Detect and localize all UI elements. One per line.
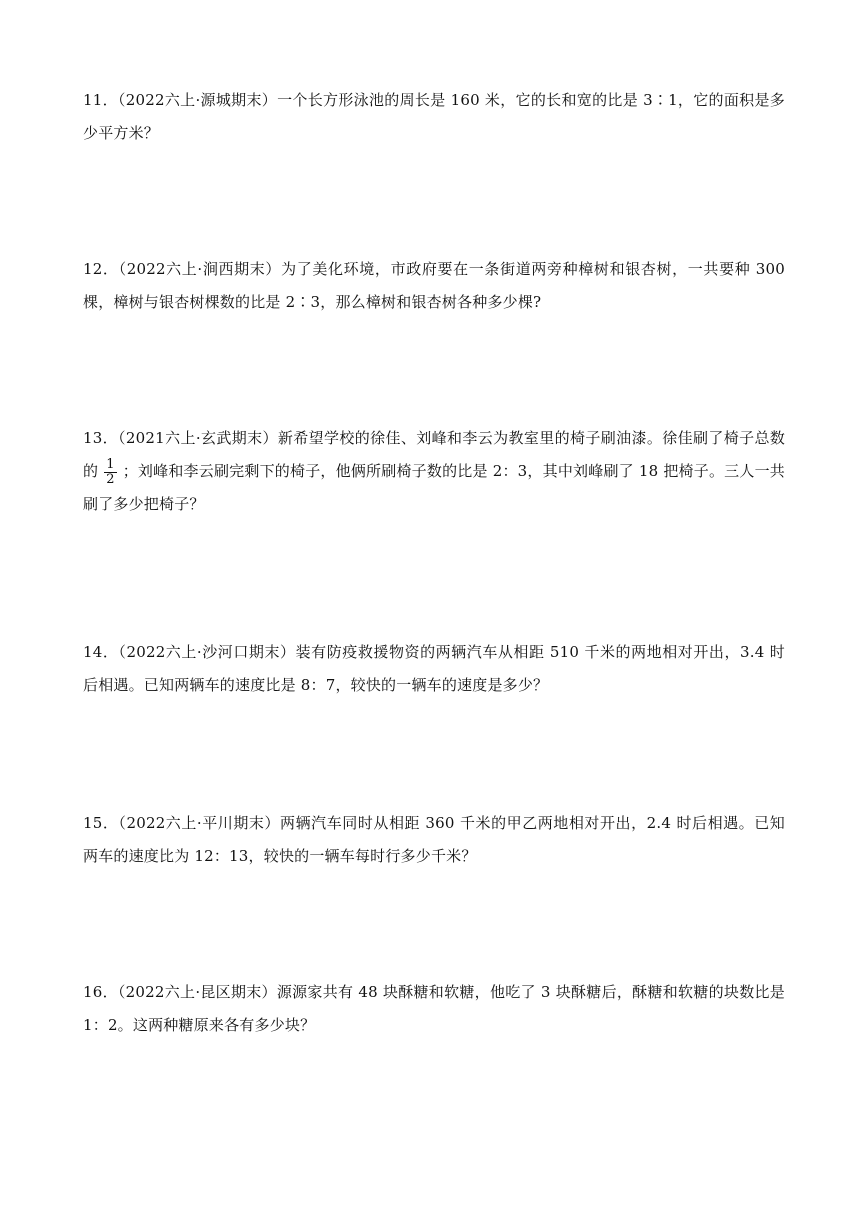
problem-14 xyxy=(83,636,785,702)
problem-11 xyxy=(83,84,785,150)
problem-number: 12． xyxy=(83,260,119,278)
problem-text: 一个长方形泳池的周长是 160 米，它的长和宽的比是 3∶1，它的面积是多少平方米？ xyxy=(83,91,785,142)
problem-text: 两辆汽车同时从相距 360 千米的甲乙两地相对开出，2.4 时后相遇。已知两车的速度比为 12：13，较快的一辆车每时行多少千米？ xyxy=(83,814,785,865)
fraction-numerator: 1 xyxy=(106,456,115,472)
problem-text-continued: ；刘峰和李云刷完剩下的椅子，他俩所刷椅子数的比是 2：3，其中刘峰刷了 18 把椅子。三人一共刷了多少把椅子？ xyxy=(83,462,785,513)
problem-source: （2022六上·涧西期末） xyxy=(118,260,282,278)
problem-text: 新希望学校的徐佳、刘峰和李云为教室里的椅子刷油漆。徐佳刷了椅子总数的 xyxy=(83,429,786,480)
problem-16 xyxy=(83,976,785,1042)
problem-text: 装有防疫救援物资的两辆汽车从相距 510 千米的两地相对开出，3.4 时后相遇。已知两辆车的速度比是 8：7，较快的一辆车的速度是多少？ xyxy=(83,643,786,694)
problem-12 xyxy=(83,253,785,319)
problem-text: 为了美化环境，市政府要在一条街道两旁种樟树和银杏树，一共要种 300 棵，樟树与银杏树棵数的比是 2∶3，那么樟树和银杏树各种多少棵? xyxy=(83,260,786,311)
problem-13 xyxy=(83,422,785,521)
problem-15 xyxy=(83,807,785,873)
problem-number: 11． xyxy=(83,91,118,109)
problem-number: 15． xyxy=(83,814,119,832)
problem-source: （2021六上·玄武期末） xyxy=(118,429,278,447)
problem-text: 源源家共有 48 块酥糖和软糖，他吃了 3 块酥糖后，酥糖和软糖的块数比是1：2。这两种糖原来各有多少块？ xyxy=(83,983,785,1034)
problem-source: （2022六上·源城期末） xyxy=(117,91,278,109)
fraction-denominator: 2 xyxy=(106,471,115,487)
problem-source: （2022六上·沙河口期末） xyxy=(118,643,296,661)
problem-number: 14． xyxy=(83,643,119,661)
problem-number: 13． xyxy=(83,429,119,447)
fraction-one-half xyxy=(104,458,116,487)
problem-number: 16． xyxy=(83,983,118,1001)
problem-source: （2022六上·昆区期末） xyxy=(117,983,277,1001)
problem-source: （2022六上·平川期末） xyxy=(118,814,281,832)
